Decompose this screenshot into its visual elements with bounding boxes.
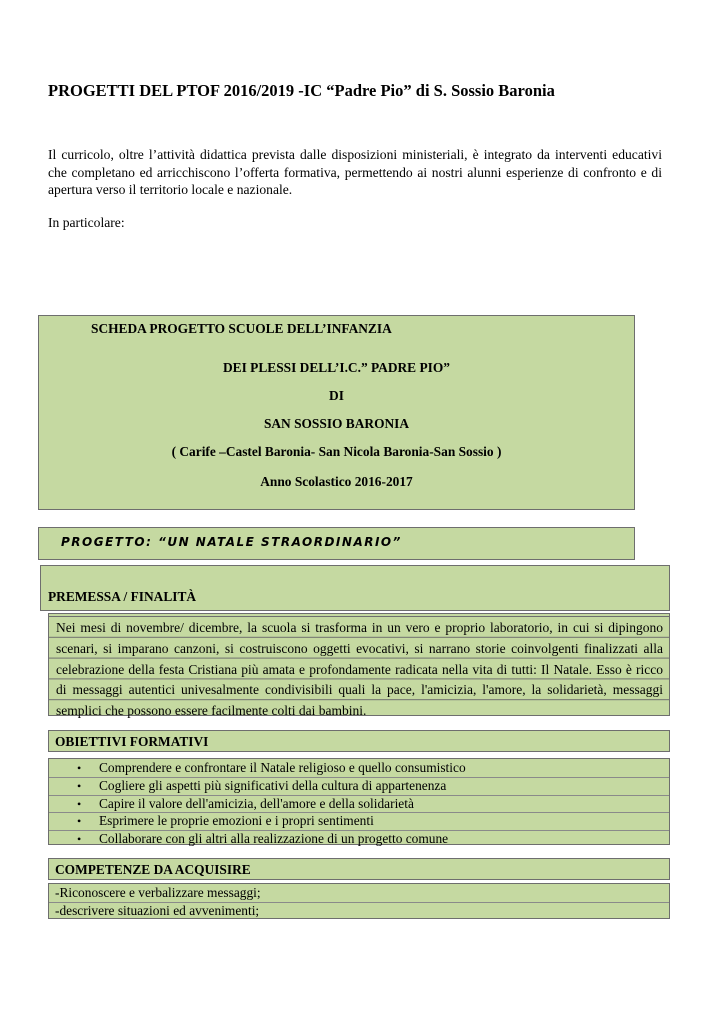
scheda-line-4: SAN SOSSIO BARONIA: [263, 416, 410, 431]
list-item: -descrivere situazioni ed avvenimenti;: [55, 902, 260, 918]
scheda-line-5: ( Carife –Castel Baronia- San Nicola Baronia-San Sossio ): [171, 444, 502, 459]
list-item: • Cogliere gli aspetti più significativi della cultura di appartenenza: [49, 778, 669, 796]
competenze-list: [48, 883, 670, 919]
competenze-heading: COMPETENZE DA ACQUISIRE: [55, 862, 251, 877]
list-item: • Capire il valore dell'amicizia, dell'amore e della solidarietà: [49, 796, 669, 814]
obiettivi-list: [48, 758, 670, 845]
intro-followup: In particolare:: [48, 215, 125, 230]
bullet-icon: •: [77, 814, 82, 829]
bullet-icon: •: [77, 778, 82, 793]
list-item: • Comprendere e confrontare il Natale religioso e quello consumistico: [49, 760, 669, 778]
bullet-icon: •: [77, 796, 82, 811]
bullet-icon: •: [77, 761, 82, 775]
list-item: • Collaborare con gli altri alla realizzazione di un progetto comune: [77, 831, 449, 847]
progetto-title-box: [38, 527, 635, 560]
scheda-line-6: Anno Scolastico 2016-2017: [260, 474, 413, 489]
scheda-line-1: SCHEDA PROGETTO SCUOLE DELL’INFANZIA: [91, 321, 392, 336]
bullet-icon: •: [77, 832, 82, 847]
intro-paragraph: Il curricolo, oltre l’attività didattica prevista dalle disposizioni ministeriali, è integrato da interventi educativi che completano ed arricchiscono l’offerta formativa, permettendo ai nostri alunni esperienze di confronto e di apertura verso il territorio locale e nazionale.: [48, 147, 662, 197]
obiettivi-heading: OBIETTIVI FORMATIVI: [55, 734, 209, 749]
document-title: PROGETTI DEL PTOF 2016/2019 -IC “Padre Pio” di S. Sossio Baronia: [48, 81, 555, 100]
competenze-heading-box: [48, 858, 670, 880]
premessa-text: Nei mesi di novembre/ dicembre, la scuola si trasforma in un vero e proprio laboratorio, in cui si dipingono scenari, si imparano canzoni, si costruiscono oggetti evocativi, si narrano storie coinvolgenti finalizzati alla celebrazione della festa Cristiana più amata e profondamente radicata nella vita di tutti: Il Natale. Esso è ricco di messaggi autentici univesalmente condivisibili quali la pace, l'amicizia, l'amore, la solidarietà, messaggi semplici che possono essere facilmente colti dai bambini.: [48, 613, 670, 716]
scheda-line-3: DI: [329, 388, 344, 403]
scheda-header-box: [38, 315, 635, 510]
obiettivi-heading-box: [48, 730, 670, 752]
progetto-title: PROGETTO: “UN NATALE STRAORDINARIO”: [61, 535, 402, 549]
list-item: • Esprimere le proprie emozioni e i propri sentimenti: [49, 813, 669, 831]
list-item: -Riconoscere e verbalizzare messaggi;: [49, 885, 669, 903]
premessa-heading-box: [40, 565, 670, 611]
premessa-heading: PREMESSA / FINALITÀ: [48, 589, 197, 604]
scheda-line-2: DEI PLESSI DELL’I.C.” PADRE PIO”: [223, 360, 450, 375]
